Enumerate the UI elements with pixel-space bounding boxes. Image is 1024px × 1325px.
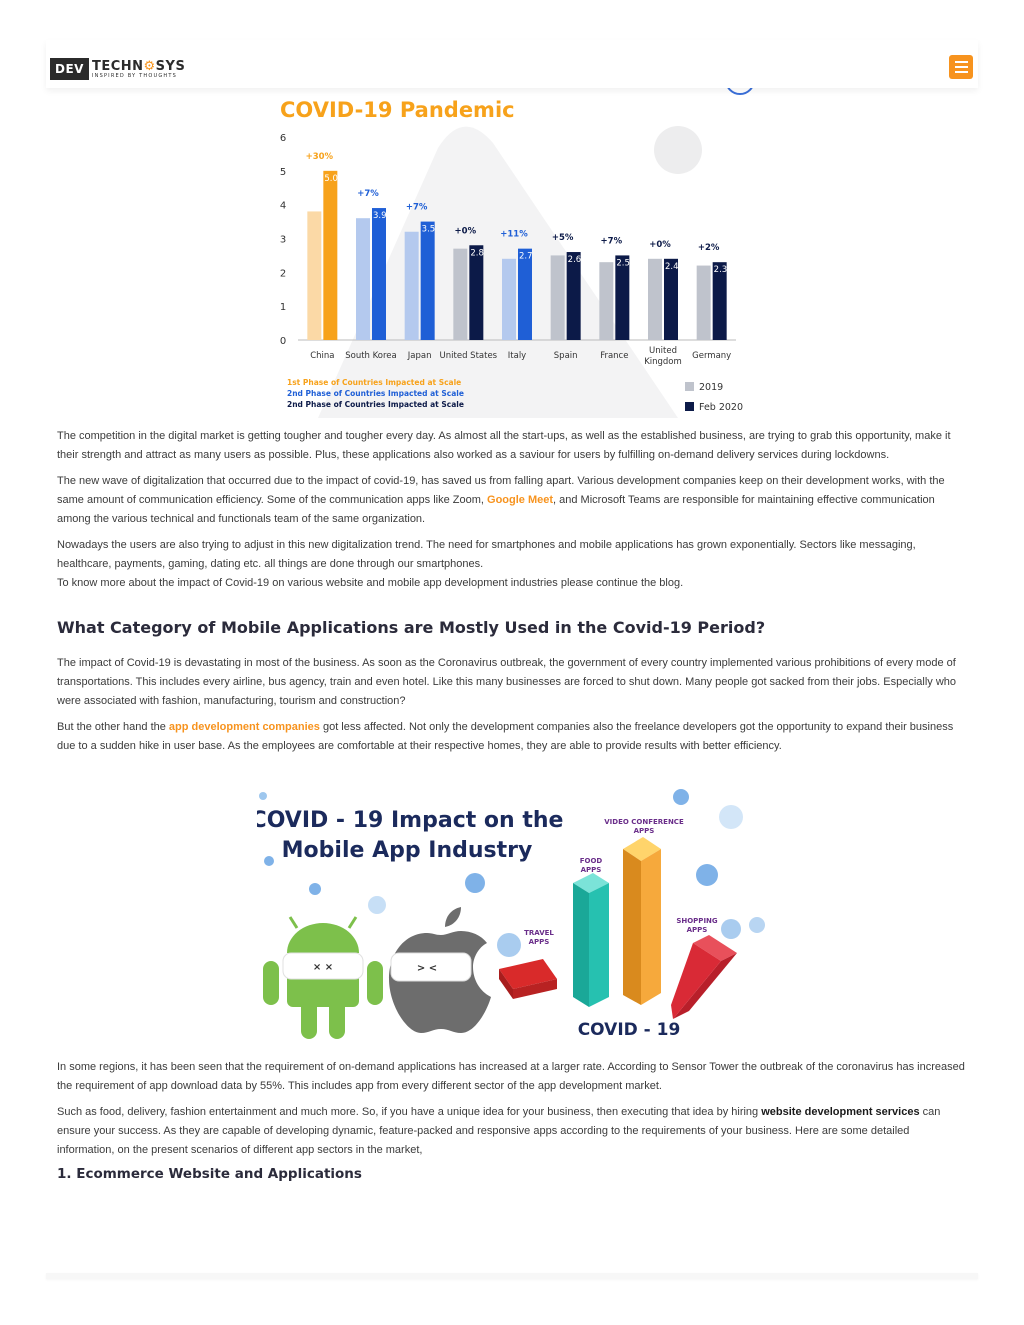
infographic-title-line2: Mobile App Industry xyxy=(281,838,533,863)
virus-icon xyxy=(497,933,521,957)
virus-icon xyxy=(721,919,741,939)
covid-impact-infographic xyxy=(257,783,767,1043)
bar-2019 xyxy=(453,249,467,340)
y-tick-label: 0 xyxy=(279,336,287,347)
video-conference-bar xyxy=(623,837,661,1005)
travel-bar xyxy=(499,959,557,999)
x-tick-label: Germany xyxy=(692,351,732,361)
bar-value-label: 2.5 xyxy=(616,258,630,269)
bar-feb-2020 xyxy=(323,171,337,340)
y-tick-label: 3 xyxy=(279,234,287,246)
change-percent-label: +2% xyxy=(697,243,720,254)
x-tick-label: France xyxy=(600,351,629,361)
bar-2019 xyxy=(648,259,662,340)
bar-value-label: 3.9 xyxy=(373,211,387,222)
bar-value-label: 2.7 xyxy=(519,251,533,262)
logo-tagline: INSPIRED BY THOUGHTS xyxy=(91,72,177,79)
paragraph-sensor-tower: In some regions, it has been seen that the requirement of on-demand applications has increased at a larger rate. According to Sensor Tower the outbreak of the coronavirus has increased the requirement of app download data by 55%. This includes app from every different sector of the app development market. xyxy=(57,1061,965,1092)
bar-feb-2020 xyxy=(469,245,483,340)
legend-label-2019: 2019 xyxy=(699,382,724,393)
ecommerce-heading: 1. Ecommerce Website and Applications xyxy=(57,1166,362,1182)
menu-bar xyxy=(955,66,968,68)
x-tick-label: Italy xyxy=(507,351,527,361)
infographic-title-line1: COVID - 19 Impact on the xyxy=(257,808,564,833)
section-ecommerce xyxy=(57,1166,967,1182)
site-header xyxy=(46,40,978,88)
covid-bar-chart xyxy=(258,88,768,418)
x-tick-label: United States xyxy=(439,351,498,361)
menu-bar xyxy=(955,71,968,73)
app-development-companies-link[interactable]: app development companies xyxy=(168,721,320,733)
logo-name xyxy=(92,60,185,73)
change-percent-label: +5% xyxy=(551,233,574,244)
paragraph-smartphones: Nowadays the users are also trying to adjust in this new digitalization trend. The need for smartphones and mobile applications has grown exponentially. Sectors like messaging, healthcare, payments, gaming, dating etc. all things are done through our smartphones. xyxy=(57,539,916,570)
infographic-footer: COVID - 19 xyxy=(577,1020,681,1040)
section-on-demand xyxy=(57,1058,967,1160)
food-bar xyxy=(573,873,609,1007)
paragraph-competition: The competition in the digital market is getting tougher and tougher every day. As almost all the start-ups, as well as the established business, are trying to grab this opportunity, make it their strength and attract as many users as possible. Plus, these applications also worked as a saviour for users by fulfilling on-demand delivery services during lockdowns. xyxy=(57,430,951,461)
logo-name-part-b: SYS xyxy=(155,58,186,74)
legend-label-feb-2020: Feb 2020 xyxy=(699,402,744,413)
bar-feb-2020 xyxy=(372,208,386,340)
food-apps-label: APPS xyxy=(580,866,602,874)
phase-legend-entry: 2nd Phase of Countries Impacted at Scale xyxy=(287,389,464,398)
y-tick-label: 5 xyxy=(279,166,287,178)
bar-value-label: 2.3 xyxy=(713,265,728,276)
bar-2019 xyxy=(599,262,613,340)
covid-pandemic-figure xyxy=(258,88,768,418)
change-percent-label: +7% xyxy=(405,202,428,213)
paragraph-text: But the other hand the xyxy=(57,721,169,733)
hamburger-icon[interactable] xyxy=(949,55,973,79)
site-logo[interactable] xyxy=(50,58,185,80)
bar-value-label: 2.6 xyxy=(567,255,582,266)
bar-value-label: 5.0 xyxy=(324,173,338,184)
menu-bar xyxy=(955,61,968,63)
apple-icon xyxy=(389,907,491,1033)
apple-face: > < xyxy=(416,963,438,974)
change-percent-label: +7% xyxy=(600,236,623,247)
travel-apps-label: APPS xyxy=(528,938,550,946)
bar-feb-2020 xyxy=(421,222,435,340)
paragraph-text: The new wave of digitalization that occurred due to the impact of covid-19, has saved us from falling apart. Various development companies keep on their development works, with the same amount of communication efficiency. Some of the communication apps like Zoom, xyxy=(57,475,945,506)
logo-wordmark xyxy=(92,60,185,79)
google-meet-link[interactable]: Google Meet xyxy=(487,494,554,506)
y-tick-label: 6 xyxy=(279,133,287,144)
bar-value-label: 2.8 xyxy=(470,248,484,259)
paragraph-text: can ensure your success. As they are capable of developing dynamic, feature-packed and responsive apps according to the requirements of your business. Here are some detailed information, on the present scenarios of different app sectors in the market, xyxy=(57,1106,941,1156)
video-conference-label: APPS xyxy=(633,827,655,835)
logo-dev-box: DEV xyxy=(50,58,89,80)
decorative-ring xyxy=(726,88,754,94)
change-percent-label: +11% xyxy=(500,229,528,240)
x-tick-label: Japan xyxy=(407,351,432,361)
paragraph-app-dev xyxy=(57,718,967,756)
phase-legend-entry: 2nd Phase of Countries Impacted at Scale xyxy=(287,400,464,409)
food-apps-label: FOOD xyxy=(579,857,603,865)
bar-2019 xyxy=(405,232,419,340)
travel-apps-label: TRAVEL xyxy=(524,929,554,937)
impact-illustration xyxy=(257,783,767,1043)
section-heading: What Category of Mobile Applications are Mostly Used in the Covid-19 Period? xyxy=(57,618,766,637)
paragraph-text: got less affected. Not only the development companies also the freelance developers got the opportunity to expand their business due to a sudden hike in user base. As the employees are comfortable at their respective homes, they are able to provide results with better efficiency. xyxy=(57,721,954,752)
page-footer-divider xyxy=(46,1273,978,1279)
logo-name-part-a: TECHN xyxy=(91,58,144,74)
bar-2019 xyxy=(697,266,711,340)
chart-title: COVID-19 Pandemic xyxy=(280,98,515,122)
y-tick-label: 1 xyxy=(279,302,287,314)
x-tick-label: United xyxy=(649,346,677,356)
shopping-apps-label: SHOPPING xyxy=(676,917,718,925)
paragraph-continue: To know more about the impact of Covid-19 on various website and mobile app development industries please continue the blog. xyxy=(57,577,684,589)
bar-feb-2020 xyxy=(518,249,532,340)
bar-feb-2020 xyxy=(567,252,581,340)
paragraph-text: , and Microsoft Teams are responsible for maintaining effective communication among the various technical and functionals team of the same organization. xyxy=(57,494,935,525)
android-face: × × xyxy=(312,962,334,973)
decorative-circle xyxy=(654,126,702,174)
article-intro xyxy=(57,427,967,593)
section-mobile-categories xyxy=(57,618,967,637)
shopping-bar xyxy=(671,935,737,1019)
bar-value-label: 3.5 xyxy=(421,224,436,235)
paragraph-services xyxy=(57,1103,967,1160)
change-percent-label: +0% xyxy=(454,226,477,237)
bar-2019 xyxy=(502,259,516,340)
website-development-services-link[interactable]: website development services xyxy=(761,1106,920,1118)
bar-value-label: 2.4 xyxy=(665,261,679,272)
change-percent-label: +30% xyxy=(305,151,334,162)
android-icon xyxy=(263,917,383,1039)
shopping-apps-label: APPS xyxy=(686,926,708,934)
x-tick-label: Spain xyxy=(553,351,578,361)
y-tick-label: 4 xyxy=(279,200,287,212)
x-tick-label: China xyxy=(310,351,335,361)
change-percent-label: +7% xyxy=(357,189,379,200)
paragraph-text: Such as food, delivery, fashion entertainment and much more. So, if you have a unique idea for your business, then executing that idea by hiring xyxy=(57,1106,762,1118)
video-conference-label: VIDEO CONFERENCE xyxy=(604,818,684,826)
change-percent-label: +0% xyxy=(649,239,671,250)
legend-swatch-feb-2020 xyxy=(685,402,694,411)
paragraph-impact: The impact of Covid-19 is devastating in most of the business. As soon as the Coronavirus outbreak, the government of every country implemented various prohibitions of every mode of transportations. This includes every airline, bus agency, train and even hotel. Like this many businesses are forced to shut down. Many people got sacked from their jobs. Especially who were associated with fashion, manufacturing, tourism and construction? xyxy=(57,657,957,707)
paragraph-digitalization xyxy=(57,472,967,529)
gear-icon: ⚙ xyxy=(143,58,156,74)
y-tick-label: 2 xyxy=(279,268,287,280)
section-mobile-categories-body xyxy=(57,654,967,756)
x-tick-label: Kingdom xyxy=(644,357,682,367)
bar-2019 xyxy=(356,218,370,340)
phase-legend-entry: 1st Phase of Countries Impacted at Scale xyxy=(287,378,462,387)
bar-2019 xyxy=(551,255,565,340)
bar-2019 xyxy=(307,211,321,340)
x-tick-label: South Korea xyxy=(345,351,397,361)
legend-swatch-2019 xyxy=(685,382,694,391)
